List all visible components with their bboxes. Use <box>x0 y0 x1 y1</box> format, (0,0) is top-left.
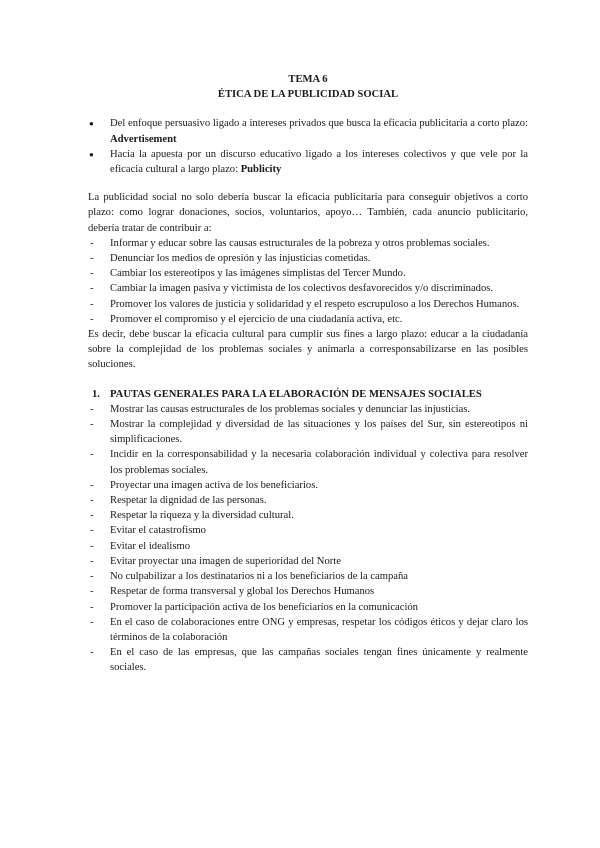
list-item: - Evitar el catastrofismo <box>88 523 528 538</box>
approach-bullet-list <box>88 116 528 177</box>
list-item: - Promover la participación activa de los beneficiarios en la comunicación <box>88 600 528 615</box>
list-item: - Cambiar la imagen pasiva y victimista de los colectivos desfavorecidos y/o discriminados. <box>88 281 528 296</box>
bullet-item <box>88 116 528 146</box>
list-item: - Incidir en la corresponsabilidad y la necesaria colaboración individual y colectiva para resolver los problemas sociales. <box>88 447 528 477</box>
list-item: - Evitar el idealismo <box>88 539 528 554</box>
intro-paragraph: La publicidad social no solo debería buscar la eficacia publicitaria para conseguir objetivos a corto plazo: como lograr donaciones, socios, voluntarios, apoyo… También, cada anuncio publicitario, debería tratar de contribuir a: <box>88 192 528 234</box>
contribution-list <box>88 236 528 327</box>
list-item: - Respetar la dignidad de las personas. <box>88 493 528 508</box>
conclusion-paragraph: Es decir, debe buscar la eficacia cultural para cumplir sus fines a largo plazo: educar a la ciudadanía sobre la complejidad de los problemas sociales y animarla a corresponsabilizarse en las posibles soluciones. <box>88 329 528 371</box>
list-item: - Evitar proyectar una imagen de superioridad del Norte <box>88 554 528 569</box>
list-item: - Mostrar las causas estructurales de los problemas sociales y denunciar las injusticias. <box>88 402 528 417</box>
bullet-text: Hacia la apuesta por un discurso educativo ligado a los intereses colectivos y que vele por la eficacia cultural a largo plazo: <box>110 148 528 176</box>
list-item: - Mostrar la complejidad y diversidad de las situaciones y los países del Sur, sin estereotipos ni simplificaciones. <box>88 417 528 447</box>
bullet-term: Publicity <box>240 164 282 176</box>
section-title: PAUTAS GENERALES PARA LA ELABORACIÓN DE MENSAJES SOCIALES <box>110 388 482 400</box>
document-page <box>88 72 528 676</box>
list-item: - Proyectar una imagen activa de los beneficiarios. <box>88 478 528 493</box>
list-item: - Denunciar los medios de opresión y las injusticias cometidas. <box>88 251 528 266</box>
list-item: - En el caso de las empresas, que las campañas sociales tengan fines únicamente y realmente sociales. <box>88 645 528 675</box>
bullet-item <box>88 147 528 177</box>
list-item: - Respetar la riqueza y la diversidad cultural. <box>88 508 528 523</box>
section-heading <box>88 387 528 402</box>
list-item: - No culpabilizar a los destinatarios ni a los beneficiarios de la campaña <box>88 569 528 584</box>
section-number: 1. <box>92 388 100 400</box>
list-item: - Promover el compromiso y el ejercicio de una ciudadanía activa, etc. <box>88 312 528 327</box>
page-title: ÉTICA DE LA PUBLICIDAD SOCIAL <box>217 89 399 101</box>
guidelines-list <box>88 402 528 676</box>
list-item: - Informar y educar sobre las causas estructurales de la pobreza y otros problemas sociales. <box>88 236 528 251</box>
bullet-text: Del enfoque persuasivo ligado a intereses privados que busca la eficacia publicitaria a corto plazo: <box>110 118 528 130</box>
topic-number: TEMA 6 <box>288 74 328 85</box>
list-item: - Respetar de forma transversal y global los Derechos Humanos <box>88 584 528 599</box>
list-item: - En el caso de colaboraciones entre ONG y empresas, respetar los códigos éticos y dejar claro los términos de la colaboración <box>88 615 528 645</box>
bullet-term: Advertisement <box>110 133 177 145</box>
list-item: - Cambiar los estereotipos y las imágenes simplistas del Tercer Mundo. <box>88 266 528 281</box>
list-item: - Promover los valores de justicia y solidaridad y el respeto escrupuloso a los Derechos Humanos. <box>88 297 528 312</box>
